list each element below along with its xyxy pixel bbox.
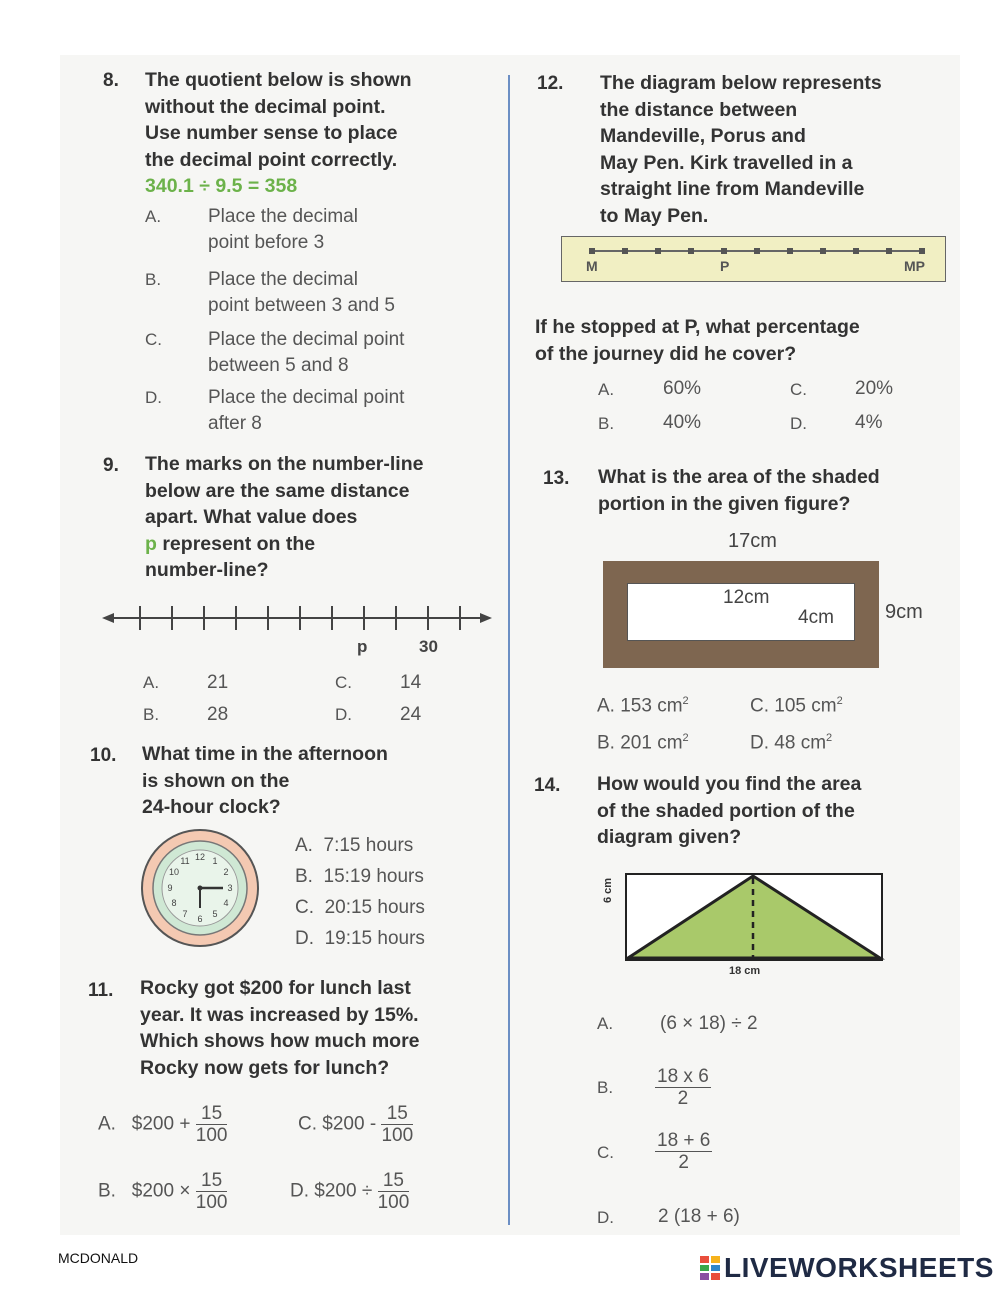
q11-option-a-base: $200 [131,1113,175,1135]
q11-line-4: Rocky now gets for lunch? [140,1056,390,1079]
q12-line-2: the distance between [600,98,798,121]
liveworksheets-logo-icon [700,1256,720,1280]
q12-line-3: Mandeville, Porus and [600,125,806,147]
svg-text:7: 7 [182,909,188,919]
q10-question [142,741,482,821]
q14-line-2: of the shaded portion of the [597,799,855,822]
q9-variable: p [145,532,157,555]
q13-number: 13. [543,468,570,489]
q11-option-d-op: ÷ [361,1180,373,1202]
shaded-rectangle [603,561,879,668]
q12-option-d-text[interactable]: 4% [855,412,883,433]
q9-option-c-letter: C. [335,673,352,692]
distance-diagram [561,236,946,282]
q13-label-17cm: 17cm [728,530,777,552]
q8-option-b-line1: Place the decimal [208,269,358,290]
q8-option-a-letter: A. [145,207,162,226]
q9-line-3: apart. What value does [145,506,358,528]
q10-option-c[interactable]: C. 20:15 hours [295,897,425,918]
q8-equation: 340.1 ÷ 9.5 = 358 [145,175,298,197]
q10-number: 10. [90,745,117,766]
q11-option-b-op: × [179,1180,191,1202]
q13-label-9cm: 9cm [885,601,923,623]
q9-option-b-letter: B. [143,705,160,724]
q11-line-2: year. It was increased by 15%. [140,1003,419,1026]
q11-option-d-fraction: $\frac{15}{100}$ [377,1170,410,1213]
label-m: M [586,258,598,274]
q9-line-1: The marks on the number-line [145,453,424,475]
q9-line-5: number-line? [145,559,269,581]
arrow-right-icon [480,613,492,623]
q12-option-c-letter: C. [790,380,807,399]
q11-option-a-letter: A. [98,1113,116,1135]
number-line-label-p: p [357,637,368,656]
number-line [100,600,500,640]
q13-option-a[interactable]: A. 153 $cm^2$ [597,695,689,717]
q13-label-4cm: 4cm [798,607,834,628]
q11-option-d-letter: D. [290,1180,309,1202]
q14-option-b-letter: B. [597,1078,614,1097]
q14-line-3: diagram given? [597,826,742,848]
q12-option-d-letter: D. [790,414,807,433]
q11-option-b-fraction: $\frac{15}{100}$ [195,1170,228,1213]
q14-option-b-fraction[interactable]: $\frac{18 x 6}{2}$ [657,1066,709,1109]
q11-question [140,975,500,1081]
q13-option-b[interactable]: B. 201 $cm^2$ [597,732,689,754]
q8-option-b-line2: point between 3 and 5 [208,295,395,316]
q14-line-1: How would you find the area [597,773,862,795]
q8-option-d-line1: Place the decimal point [208,387,405,408]
q10-options [295,830,425,954]
q9-question [145,451,495,584]
svg-text:10: 10 [168,867,180,877]
q11-line-1: Rocky got $200 for lunch last [140,977,411,999]
svg-text:6: 6 [197,914,203,924]
svg-text:4: 4 [223,898,229,908]
arrow-left-icon [102,613,114,623]
q10-option-a[interactable]: A. 7:15 hours [295,835,414,856]
q12-question [600,70,960,229]
q11-option-c[interactable] [298,1103,413,1146]
label-p: P [720,258,730,274]
q12-option-b-letter: B. [598,414,615,433]
q8-option-d-letter: D. [145,388,162,407]
q12-line-6: to May Pen. [600,204,709,227]
q8-line-2: without the decimal point. [145,95,386,118]
q14-option-a-letter: A. [597,1014,614,1033]
column-divider [508,75,510,1225]
q13-line-2: portion in the given figure? [598,492,851,515]
svg-text:3: 3 [227,883,233,893]
q12-line-5: straight line from Mandeville [600,178,865,200]
q13-label-12cm: 12cm [723,587,770,608]
q8-option-a-text[interactable] [208,204,498,256]
q11-option-b[interactable] [98,1170,227,1213]
q8-question [145,67,495,200]
svg-text:2: 2 [223,867,229,877]
q11-option-d[interactable] [290,1170,409,1213]
number-line-label-30: 30 [419,637,438,656]
q11-option-a[interactable] [98,1103,227,1146]
q11-number: 11. [88,980,114,1001]
q8-line-4: the decimal point correctly. [145,148,398,171]
q13-option-c[interactable]: C. 105 $cm^2$ [750,695,843,717]
svg-text:9: 9 [167,883,173,893]
q9-option-d-letter: D. [335,705,352,724]
q11-option-d-base: $200 [314,1180,357,1202]
q8-option-c-letter: C. [145,330,162,349]
q9-option-a-text[interactable]: 21 [207,672,229,693]
q8-option-c-line2: between 5 and 8 [208,355,349,376]
svg-text:12: 12 [194,852,206,862]
q14-option-c-fraction[interactable]: $\frac{18 + 6}{2}$ [657,1130,711,1173]
q10-line-3: 24-hour clock? [142,796,281,818]
q8-option-c-text[interactable] [208,327,498,379]
q8-option-b-text[interactable] [208,267,498,319]
q11-line-3: Which shows how much more [140,1030,420,1052]
q14-number: 14. [534,775,561,796]
q11-option-c-letter: C. [298,1113,317,1135]
q11-option-c-op: - [369,1113,377,1135]
q8-option-b-letter: B. [145,270,162,289]
q14-option-c-letter: C. [597,1143,614,1162]
q9-number: 9. [103,455,119,476]
q10-line-2: is shown on the [142,769,290,792]
q9-line-2: below are the same distance [145,479,410,502]
q8-option-a-line1: Place the decimal [208,206,358,227]
q14-option-a-text[interactable]: (6 × 18) ÷ 2 [660,1013,758,1034]
q12-sub-line-1: If he stopped at P, what percentage [535,316,860,338]
liveworksheets-brand: LIVEWORKSHEETS [724,1252,994,1283]
q8-option-d-text[interactable] [208,385,498,437]
q13-option-d[interactable]: D. 48 $cm^2$ [750,732,833,754]
q11-option-c-fraction: $\frac{15}{100}$ [381,1103,414,1146]
q8-line-1: The quotient below is shown [145,69,412,91]
q11-option-a-fraction: $\frac{15}{100}$ [195,1103,228,1146]
svg-text:1: 1 [212,856,218,866]
label-mp: MP [904,258,925,274]
svg-text:5: 5 [212,909,218,919]
q8-line-3: Use number sense to place [145,122,398,144]
q9-option-b-text[interactable]: 28 [207,704,229,725]
q11-option-a-op: + [179,1113,191,1135]
q9-option-a-letter: A. [143,673,160,692]
q11-option-b-letter: B. [98,1180,116,1202]
q12-line-4: May Pen. Kirk travelled in a [600,151,853,174]
inner-white-rectangle [627,583,855,641]
triangle-figure [625,873,885,963]
q10-option-b[interactable]: B. 15:19 hours [295,866,424,887]
q14-label-18cm: 18 cm [729,965,761,977]
distance-line [562,237,945,281]
q11-option-b-base: $200 [131,1180,175,1202]
q12-subquestion [535,314,955,367]
q10-option-d[interactable]: D. 19:15 hours [295,928,425,949]
q12-option-b-text[interactable]: 40% [663,412,702,433]
q14-option-d-text[interactable]: 2 (18 + 6) [658,1206,740,1227]
svg-text:8: 8 [171,898,177,908]
clock-24h-icon [135,828,265,948]
q12-number: 12. [537,73,564,94]
q13-question [598,464,958,517]
q14-question [597,771,957,851]
q9-option-d-text[interactable]: 24 [400,704,422,725]
q11-option-c-base: $200 [322,1113,365,1135]
q9-option-c-text[interactable]: 14 [400,672,422,693]
q14-label-6cm: 6 cm [602,877,614,903]
q12-option-c-text[interactable]: 20% [855,378,894,399]
q14-option-d-letter: D. [597,1208,614,1227]
svg-text:11: 11 [180,856,190,866]
author-label: MCDONALD [58,1250,139,1266]
q12-option-a-letter: A. [598,380,615,399]
q12-line-1: The diagram below represents [600,72,882,94]
q9-line-4: represent on the [162,532,316,555]
q12-option-a-text[interactable]: 60% [663,378,702,399]
q8-number: 8. [103,70,119,91]
q8-option-d-line2: after 8 [208,413,262,434]
q12-sub-line-2: of the journey did he cover? [535,342,797,365]
q13-line-1: What is the area of the shaded [598,466,880,488]
q10-line-1: What time in the afternoon [142,743,388,765]
q8-option-a-line2: point before 3 [208,232,325,253]
q8-option-c-line1: Place the decimal point [208,329,405,350]
